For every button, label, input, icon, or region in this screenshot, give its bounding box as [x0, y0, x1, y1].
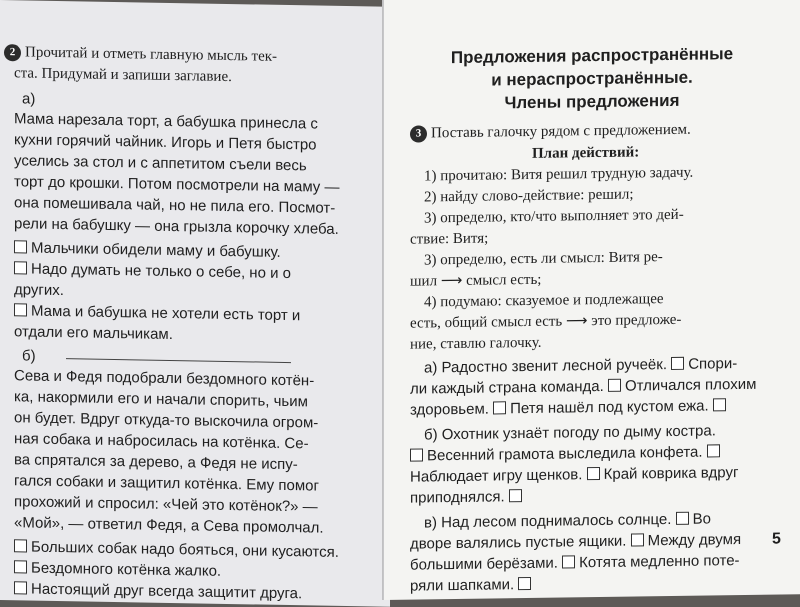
task-2-line2: ста. Придумай и запиши заглавие. [14, 65, 232, 86]
checkbox[interactable] [14, 261, 27, 274]
text-b-line: ва спрятался за дерево, а Федя не испу- [14, 451, 298, 474]
option-a3-cont: отдали его мальчикам. [14, 323, 173, 344]
text-b-line: ка, накормили его и начали спорить, чьим [14, 388, 308, 411]
arrow-right-icon: ⟶ [440, 272, 463, 290]
checkbox[interactable] [14, 581, 27, 594]
checkbox[interactable] [14, 240, 27, 253]
checkbox[interactable] [14, 539, 27, 552]
text-a-line: уселись за стол и с аппетитом съели весь [14, 152, 307, 175]
text-b-line: ная собака и набросилась на котёнка. Се- [14, 430, 309, 453]
checkbox[interactable] [518, 577, 531, 590]
checkbox[interactable] [713, 398, 726, 411]
left-page [0, 0, 390, 607]
right-page [384, 0, 800, 600]
plan-step: 1) прочитаю: Витя решил трудную задачу. [424, 164, 694, 185]
checkbox[interactable] [493, 401, 506, 414]
exercise-a-line: здоровьем. Петя нашёл под кустом ежа. [410, 395, 730, 420]
option-a2[interactable]: Надо думать не только о себе, но и о [14, 258, 291, 284]
task-number-badge: 2 [4, 44, 21, 61]
text-b-line: гался собаки и защитил котёнка. Ему помог [14, 472, 319, 495]
part-b-label: б) [22, 345, 291, 371]
option-a2-cont: других. [14, 281, 64, 300]
plan-step: ствие: Витя; [410, 230, 489, 248]
checkbox[interactable] [671, 357, 684, 370]
text-b-line: Сева и Федя подобрали бездомного котён- [14, 367, 315, 390]
exercise-b-line: приподнялся. [410, 486, 526, 509]
exercise-b-line: Весенний грамота выследила конфета. [410, 441, 724, 466]
text-a-line: Мама нарезала торт, а бабушка принесла с [14, 110, 318, 133]
page-title-line2: и нераспространённые. [491, 67, 693, 90]
plan-step: 3) определю, есть ли смысл: Витя ре- [424, 249, 663, 269]
exercise-b-line: Наблюдает игру щенков. Край коврика вдруг [410, 464, 739, 486]
text-a-line: кухни горячий чайник. Игорь и Петя быстро [14, 131, 317, 154]
checkbox[interactable] [707, 444, 720, 457]
checkbox[interactable] [587, 467, 600, 480]
checkbox[interactable] [562, 555, 575, 568]
arrow-right-icon: ⟶ [566, 313, 588, 330]
plan-step: ние, ставлю галочку. [410, 334, 542, 353]
exercise-v-line: ряли шапками. [410, 574, 535, 597]
plan-step: 4) подумаю: сказуемое и подлежащее [424, 291, 664, 311]
checkbox[interactable] [14, 303, 27, 316]
task-3-text: 3 Поставь галочку рядом с предложением. [410, 120, 691, 145]
option-b2[interactable]: Бездомного котёнка жалко. [14, 557, 221, 582]
text-a-line: торт до крошки. Потом посмотрели на маму — [14, 173, 340, 196]
option-a3[interactable]: Мама и бабушка не хотели есть торт и [14, 300, 300, 326]
plan-step: шил ⟶ смысл есть; [410, 271, 542, 290]
page-title-line3: Члены предложения [504, 90, 680, 113]
checkbox[interactable] [14, 560, 27, 573]
text-b-line: «Мой», — ответил Федя, а Сева промолчал. [14, 514, 324, 537]
checkbox[interactable] [410, 448, 423, 461]
checkbox[interactable] [608, 379, 621, 392]
text-b-line: прохожий и спросил: «Чей это котёнок?» — [14, 493, 318, 516]
option-b1[interactable]: Больших собак надо бояться, они кусаются. [14, 536, 339, 563]
page-title-line1: Предложения распространённые [450, 44, 734, 68]
plan-step: 3) определю, кто/что выполняет это дей- [424, 206, 684, 227]
option-a1[interactable]: Мальчики обидели маму и бабушку. [14, 237, 281, 263]
task-2-line1: 2 Прочитай и отметь главную мысль тек- [4, 42, 277, 68]
exercise-a-line: ли каждый страна команда. Отличался плохим [410, 375, 757, 398]
plan-step: 2) найду слово-действие: решил; [424, 186, 634, 206]
exercise-v-line: большими берёзами. Котята медленно поте- [410, 552, 740, 574]
exercise-v-line: в) Над лесом поднималось солнце. Во [424, 510, 711, 532]
task-number-badge: 3 [410, 125, 427, 142]
title-answer-line[interactable] [66, 358, 291, 363]
plan-title: План действий: [532, 144, 640, 162]
checkbox[interactable] [631, 533, 644, 546]
checkbox[interactable] [509, 489, 522, 502]
checkbox[interactable] [676, 512, 689, 525]
text-a-line: рели на бабушку — она грызла корочку хлеба. [14, 215, 339, 238]
exercise-a-line: а) Радостно звенит лесной ручеёк. Спори- [424, 355, 738, 377]
text-a-line: она помешивала чай, но не пила его. Посмот- [14, 194, 336, 217]
part-a-label: а) [22, 90, 36, 108]
text-b-line: он будет. Вдруг откуда-то выскочила огром- [14, 409, 319, 432]
page-number: 5 [772, 530, 781, 548]
plan-step: есть, общий смысл есть ⟶ это предложе- [410, 311, 682, 332]
exercise-b-line: б) Охотник узнаёт погоду по дыму костра. [424, 422, 716, 444]
option-b3[interactable]: Настоящий друг всегда защитит друга. [14, 578, 302, 604]
exercise-v-line: дворе валялись пустые ящики. Между двумя [410, 531, 742, 553]
